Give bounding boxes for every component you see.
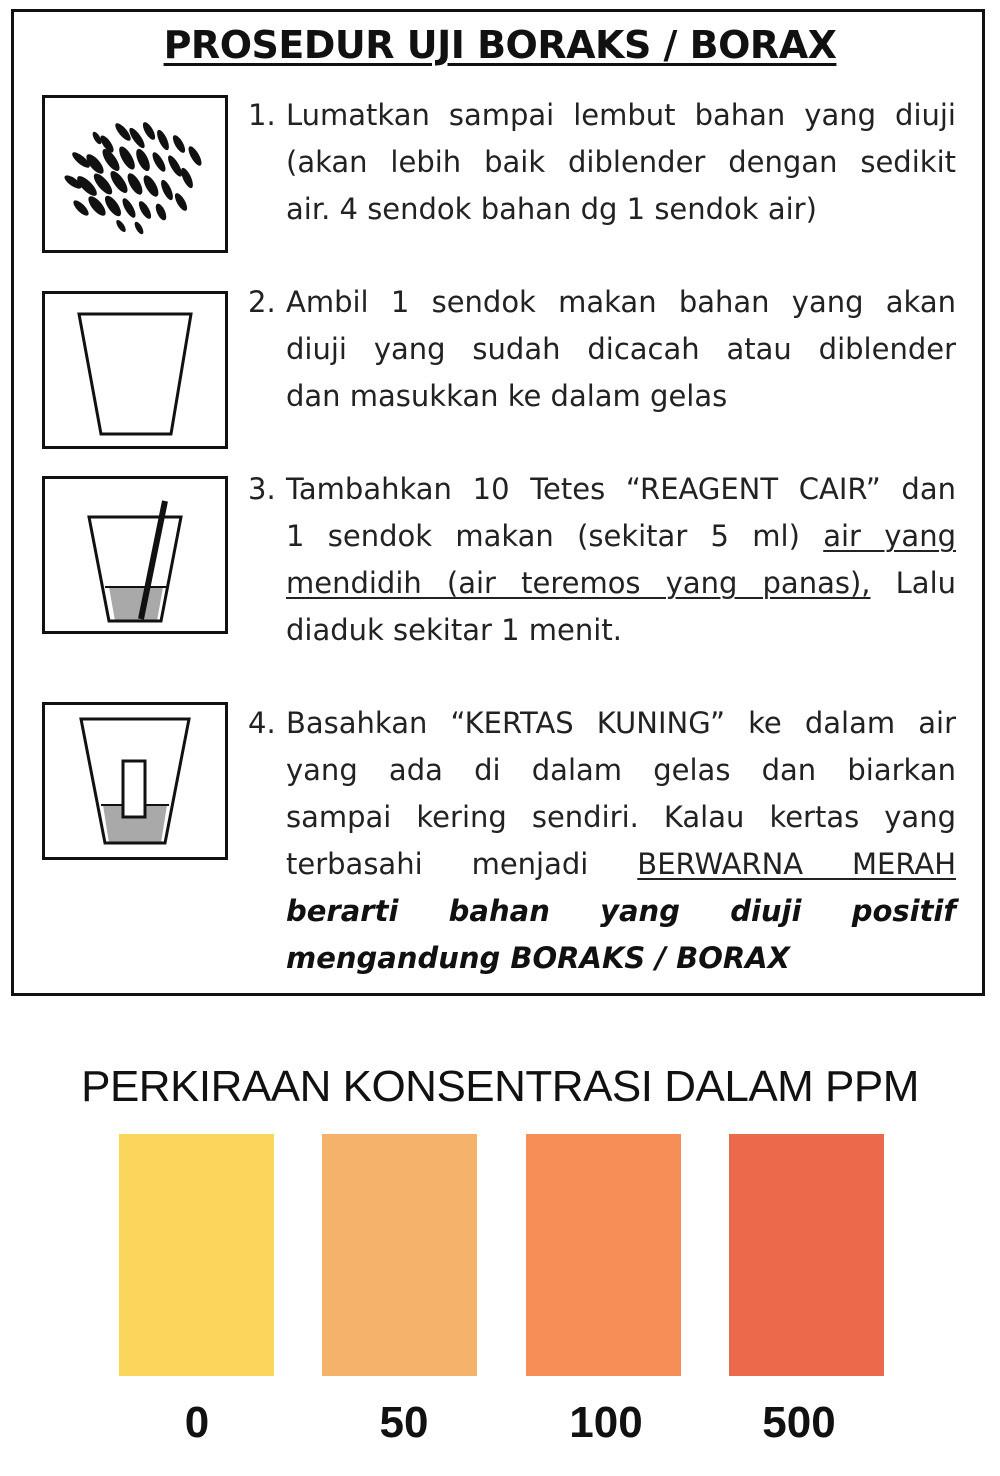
step-1-text xyxy=(248,92,956,233)
step-1-line-2: (akan lebih baik diblender dengan sedikit xyxy=(286,145,956,179)
step-3-underline-hot-water: air yang xyxy=(823,519,956,553)
step-3-line-2: 1 sendok makan (sekitar 5 ml) air yang xyxy=(286,519,956,553)
step-3-line-1: Tambahkan 10 Tetes “REAGENT CAIR” dan xyxy=(286,472,956,506)
step-4-line-2: yang ada di dalam gelas dan biarkan xyxy=(286,753,956,787)
glass-with-stirrer-icon xyxy=(45,479,225,631)
swatch-500 xyxy=(729,1134,884,1376)
swatch-50 xyxy=(322,1134,477,1376)
concentration-scale-title: PERKIRAAN KONSENTRASI DALAM PPM xyxy=(81,1062,919,1111)
step-1-icon-box xyxy=(42,95,228,253)
swatch-label-500: 500 xyxy=(762,1398,836,1447)
step-1-line-1: Lumatkan sampai lembut bahan yang diuji xyxy=(286,98,956,132)
swatch-0 xyxy=(119,1134,274,1376)
step-2-number: 2. xyxy=(248,285,276,319)
step-4-text xyxy=(248,700,956,982)
step-2-text xyxy=(248,279,956,420)
step-4-line-3: sampai kering sendiri. Kalau kertas yang xyxy=(286,800,956,834)
step-2-icon-box xyxy=(42,291,228,449)
grains-icon xyxy=(45,98,225,250)
step-4-underline-red: BERWARNA MERAH xyxy=(637,847,957,881)
step-4-line-4: terbasahi menjadi BERWARNA MERAH xyxy=(286,847,957,881)
procedure-title: PROSEDUR UJI BORAKS / BORAX xyxy=(163,23,837,67)
step-3-icon-box xyxy=(42,476,228,634)
swatch-100 xyxy=(526,1134,681,1376)
step-3-line-4: diaduk sekitar 1 menit. xyxy=(286,613,622,647)
step-4-line-1: Basahkan “KERTAS KUNING” ke dalam air xyxy=(286,706,956,740)
step-3-underline-thermos: mendidih (air teremos yang panas), xyxy=(286,566,871,600)
empty-glass-icon xyxy=(45,294,225,446)
glass-with-paper-icon xyxy=(45,705,225,857)
step-4-line-5: berarti bahan yang diuji positif xyxy=(286,894,956,928)
step-3-line-3: mendidih (air teremos yang panas), Lalu xyxy=(286,566,957,600)
swatch-label-50: 50 xyxy=(379,1398,429,1447)
step-4-number: 4. xyxy=(248,706,276,740)
step-3-text xyxy=(248,466,956,654)
step-4-icon-box xyxy=(42,702,228,860)
step-1-line-3: air. 4 sendok bahan dg 1 sendok air) xyxy=(286,192,817,226)
step-3-number: 3. xyxy=(248,472,276,506)
swatch-label-100: 100 xyxy=(569,1398,643,1447)
step-2-line-2: diuji yang sudah dicacah atau diblender xyxy=(286,332,956,366)
step-1-number: 1. xyxy=(248,98,276,132)
step-4-line-6: mengandung BORAKS / BORAX xyxy=(286,941,790,975)
swatch-label-0: 0 xyxy=(184,1398,210,1447)
step-2-line-3: dan masukkan ke dalam gelas xyxy=(286,379,728,413)
step-2-line-1: Ambil 1 sendok makan bahan yang akan xyxy=(286,285,956,319)
